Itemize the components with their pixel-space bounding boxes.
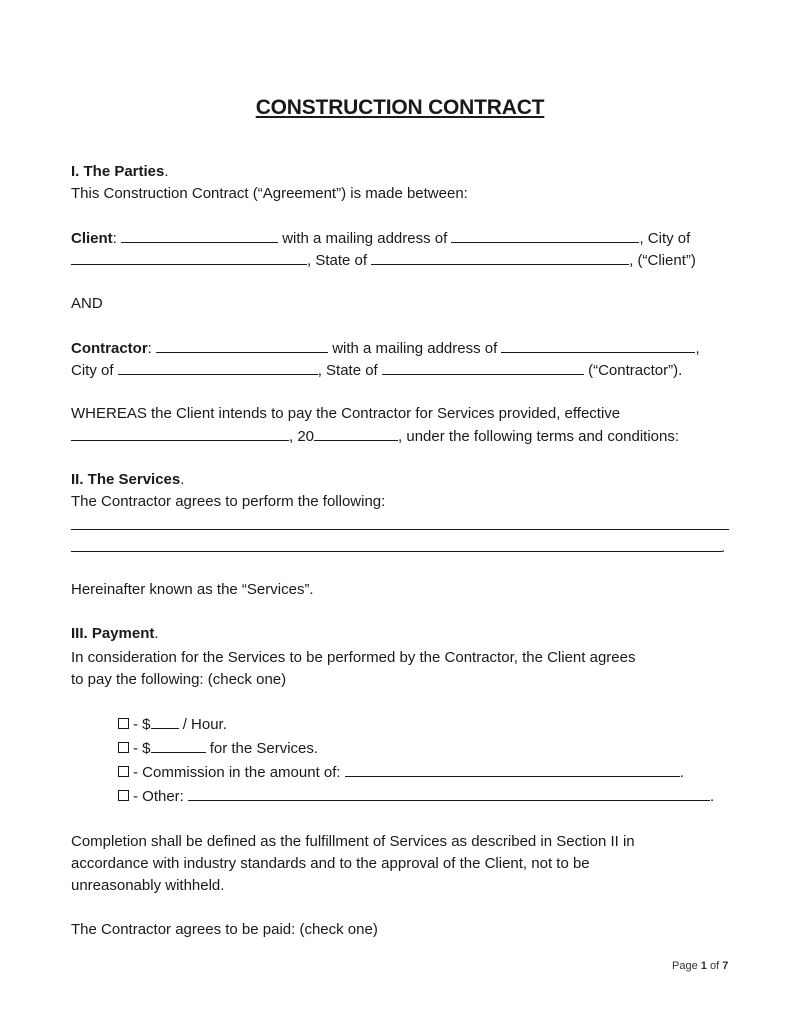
heading-text: II. The Services [71, 471, 181, 488]
other-field[interactable] [188, 785, 710, 801]
checkbox[interactable] [118, 718, 129, 729]
payment-intro-1: In consideration for the Services to be performed by the Contractor, the Client agrees [71, 649, 636, 666]
client-state-field[interactable] [371, 249, 629, 265]
document-title: CONSTRUCTION CONTRACT [255, 96, 545, 119]
hereinafter-text: Hereinafter known as the “Services”. [71, 581, 314, 598]
client-line-1: Client: with a mailing address of , City of [71, 227, 690, 250]
payment-option-commission: - Commission in the amount of: . [118, 761, 684, 784]
checkbox[interactable] [118, 790, 129, 801]
of-word: of [709, 960, 720, 972]
payment-intro-2: to pay the following: (check one) [71, 671, 287, 688]
option-label: - Commission in the amount of: [133, 764, 341, 781]
completion-text-3: unreasonably withheld. [71, 877, 225, 894]
client-label: Client [71, 230, 113, 247]
page-word: Page [672, 960, 698, 972]
option-label: - Other: [133, 788, 184, 805]
section-heading-payment: III. Payment. [71, 625, 159, 642]
effective-date-field[interactable] [71, 425, 289, 441]
heading-text: I. The Parties [71, 163, 165, 180]
option-prefix: - $ [133, 740, 151, 757]
completion-text-2: accordance with industry standards and to the approval of the Client, not to be [71, 855, 590, 872]
heading-text: III. Payment [71, 625, 155, 642]
mailing-address-text: with a mailing address of [282, 230, 448, 247]
contractor-line-2 [71, 359, 682, 382]
option-suffix: for the Services. [209, 740, 319, 757]
client-name-field[interactable] [121, 227, 278, 243]
page-footer [672, 960, 728, 972]
effective-year-field[interactable] [314, 425, 398, 441]
contractor-address-field[interactable] [501, 337, 695, 353]
page-number: 1 [700, 960, 707, 972]
state-of-text: , State of [317, 362, 378, 379]
contractor-city-field[interactable] [118, 359, 318, 375]
client-end-text: , (“Client”) [629, 252, 696, 269]
contractor-line-1: Contractor: with a mailing address of , [71, 337, 700, 360]
client-line-2 [71, 249, 696, 272]
page-total: 7 [722, 960, 729, 972]
checkbox[interactable] [118, 766, 129, 777]
year-prefix: , 20 [289, 428, 315, 445]
section-heading-parties: I. The Parties. [71, 163, 169, 180]
contractor-name-field[interactable] [156, 337, 328, 353]
payment-option-hourly [118, 713, 227, 736]
contractor-end-text: (“Contractor”). [588, 362, 683, 379]
hourly-rate-field[interactable] [151, 713, 179, 729]
commission-field[interactable] [345, 761, 680, 777]
checkbox[interactable] [118, 742, 129, 753]
whereas-text: WHEREAS the Client intends to pay the Contractor for Services provided, effective [71, 405, 621, 422]
payment-option-other: - Other: . [118, 785, 714, 808]
completion-text-1: Completion shall be defined as the fulfillment of Services as described in Section II in [71, 833, 635, 850]
period-mark: . [721, 539, 726, 556]
and-text: AND [71, 295, 103, 312]
section-heading-services: II. The Services. [71, 471, 185, 488]
payment-option-fixed [118, 737, 318, 760]
services-description-line-2[interactable] [71, 551, 722, 552]
contractor-label: Contractor [71, 340, 148, 357]
city-of-text: City of [71, 362, 114, 379]
client-address-field[interactable] [451, 227, 639, 243]
effective-date-line [71, 425, 679, 448]
services-description-line-1[interactable] [71, 529, 729, 530]
fixed-amount-field[interactable] [151, 737, 206, 753]
option-prefix: - $ [133, 716, 151, 733]
services-intro: The Contractor agrees to perform the following: [71, 493, 386, 510]
parties-intro: This Construction Contract (“Agreement”) is made between: [71, 185, 468, 202]
city-of-text: , City of [639, 230, 691, 247]
paid-text: The Contractor agrees to be paid: (check one) [71, 921, 378, 938]
contractor-state-field[interactable] [382, 359, 584, 375]
terms-text: , under the following terms and conditions: [398, 428, 680, 445]
state-of-text: , State of [307, 252, 368, 269]
option-suffix: / Hour. [182, 716, 227, 733]
mailing-address-text: with a mailing address of [332, 340, 498, 357]
client-city-field[interactable] [71, 249, 307, 265]
